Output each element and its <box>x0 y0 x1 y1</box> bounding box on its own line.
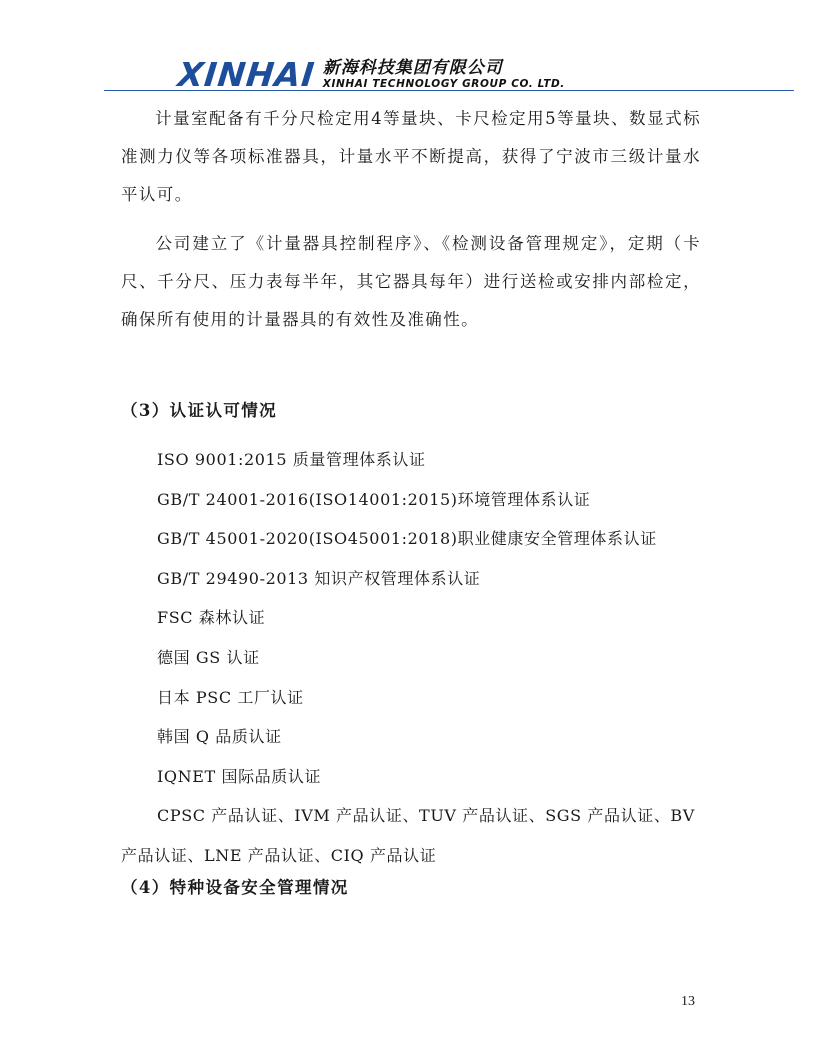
certification-list <box>121 440 701 876</box>
list-item: 韩国 Q 品质认证 <box>157 727 282 747</box>
paragraph-metrology-room <box>121 100 701 214</box>
company-name-cn: 新海科技集团有限公司 <box>322 58 503 78</box>
list-item: ISO 9001:2015 质量管理体系认证 <box>157 450 426 469</box>
list-item: 德国 GS 认证 <box>157 647 260 667</box>
list-item: CPSC 产品认证、IVM 产品认证、TUV 产品认证、SGS 产品认证、BV 产品认证、LNE 产品认证、CIQ 产品认证 <box>121 806 695 866</box>
section-3-heading: （3）认证认可情况 <box>121 401 278 420</box>
paragraph-control-procedure <box>121 225 701 339</box>
list-item: IQNET 国际品质认证 <box>157 766 322 786</box>
list-item: FSC 森林认证 <box>157 608 266 628</box>
page-number: 13 <box>681 994 695 1009</box>
header-divider <box>104 90 794 91</box>
section-4-heading: （4）特种设备安全管理情况 <box>121 878 349 897</box>
company-logo <box>178 52 565 92</box>
paragraph-text: 计量室配备有千分尺检定用4等量块、卡尺检定用5等量块、数显式标准测力仪等各项标准器具，计量水平不断提高，获得了宁波市三级计量水平认可。 <box>121 109 701 204</box>
company-name-en: XINHAI TECHNOLOGY GROUP CO. LTD. <box>322 78 565 90</box>
list-item: GB/T 29490-2013 知识产权管理体系认证 <box>157 568 481 588</box>
list-item: GB/T 45001-2020(ISO45001:2018)职业健康安全管理体系认证 <box>157 529 657 549</box>
logo-wordmark: XINHAI <box>176 55 317 94</box>
logo-company-names <box>323 59 565 92</box>
list-item: 日本 PSC 工厂认证 <box>157 687 304 707</box>
list-item: GB/T 24001-2016(ISO14001:2015)环境管理体系认证 <box>157 489 591 509</box>
paragraph-text: 公司建立了《计量器具控制程序》、《检测设备管理规定》，定期（卡尺、千分尺、压力表每半年，其它器具每年）进行送检或安排内部检定，确保所有使用的计量器具的有效性及准确性。 <box>121 234 701 329</box>
